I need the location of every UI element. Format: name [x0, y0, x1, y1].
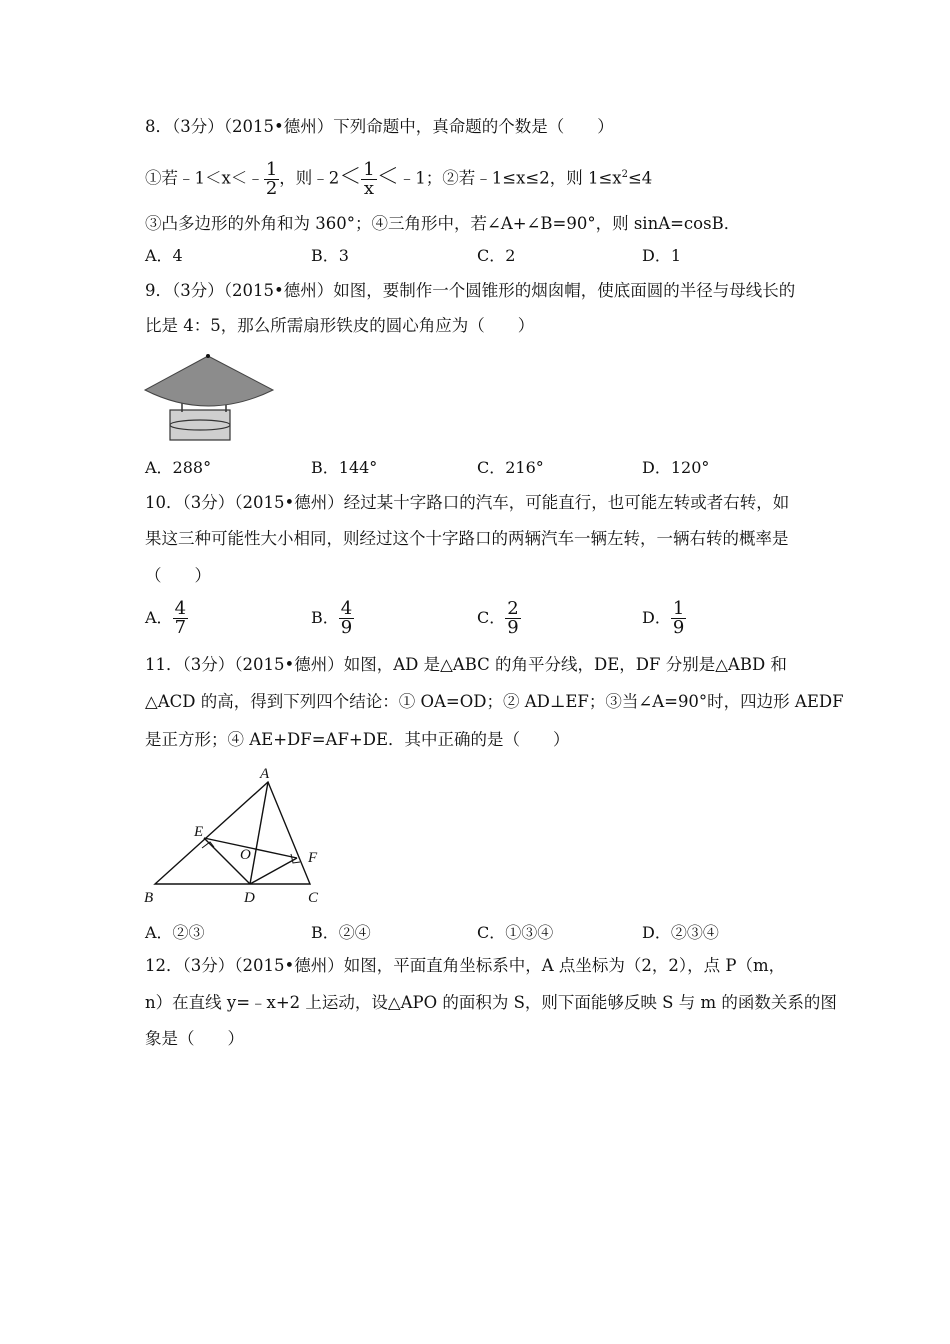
q10-line3: （ ） [145, 566, 211, 585]
q8-option-c: C．2 [477, 246, 516, 265]
q11-line2: △ACD 的高，得到下列四个结论：① OA=OD；② AD⊥EF；③当∠A=90°时，四边形 AEDF [145, 692, 844, 711]
frac-den: 2 [265, 177, 278, 199]
q10-line2: 果这三种可能性大小相同，则经过这个十字路口的两辆汽车一辆左转，一辆右转的概率是 [145, 529, 789, 548]
label-c: C [308, 890, 319, 906]
q9-line2: 比是 4：5，那么所需扇形铁皮的圆心角应为（ ） [145, 316, 535, 335]
segment-ad [250, 782, 268, 884]
q8-statement-1 [145, 160, 652, 198]
q12-line2: n）在直线 y=﹣x+2 上运动，设△APO 的面积为 S，则下面能够反映 S 与 m 的函数关系的图 [145, 993, 837, 1012]
frac-den: x [363, 177, 375, 199]
q10-option-a [145, 600, 188, 637]
option-fraction [505, 600, 520, 637]
frac-den: 7 [174, 617, 187, 638]
q8-stem: 8．（3分）（2015•德州）下列命题中，真命题的个数是（ ） [145, 117, 614, 136]
frac-den: 9 [507, 617, 519, 638]
frac-den: 9 [672, 617, 685, 638]
option-fraction [339, 600, 354, 637]
less-than-symbol: ＜ [376, 164, 399, 190]
q10-option-c [477, 600, 521, 637]
frac-num: 2 [507, 598, 519, 619]
cone-cap [145, 356, 273, 406]
option-fraction [671, 600, 686, 637]
q9-option-c: C．216° [477, 458, 544, 477]
q9-line1: 9．（3分）（2015•德州）如图，要制作一个圆锥形的烟囱帽，使底面圆的半径与母线长的 [145, 281, 796, 300]
less-than-symbol: ＜ [339, 164, 362, 190]
option-label: A． [145, 608, 173, 627]
chimney-pipe [170, 410, 230, 440]
frac-den: 9 [340, 617, 353, 638]
option-label: C． [477, 608, 506, 627]
q9-option-a: A．288° [145, 458, 212, 477]
q10-option-b [311, 600, 354, 637]
q12-line3: 象是（ ） [145, 1029, 244, 1048]
q10-option-d [642, 600, 686, 637]
q8-s1b: ，则﹣2 [279, 168, 340, 188]
superscript: 2 [621, 169, 628, 180]
triangle-abc [155, 782, 310, 884]
frac-num: 4 [174, 598, 187, 619]
frac-num: 1 [265, 158, 278, 180]
q11-option-a: A．②③ [145, 923, 205, 942]
label-e: E [194, 824, 204, 840]
triangle-abc-figure [140, 762, 330, 910]
q8-option-d: D．1 [642, 246, 682, 265]
q8-option-b: B．3 [311, 246, 349, 265]
fraction-one-half [264, 158, 279, 199]
frac-num: 4 [340, 598, 353, 619]
q12-line1: 12．（3分）（2015•德州）如图，平面直角坐标系中，A 点坐标为（2，2），点 P（m， [145, 956, 786, 975]
q10-line1: 10．（3分）（2015•德州）经过某十字路口的汽车，可能直行，也可能左转或者右转，如 [145, 493, 790, 512]
label-f: F [308, 850, 318, 866]
label-a: A [260, 766, 270, 782]
q11-option-b: B．②④ [311, 923, 371, 942]
q11-line1: 11．（3分）（2015•德州）如图，AD 是△ABC 的角平分线，DE，DF 分别是△ABD 和 [145, 655, 787, 674]
q11-option-d: D．②③④ [642, 923, 719, 942]
segment-df [250, 858, 297, 884]
option-fraction [173, 600, 188, 637]
label-o: O [240, 847, 251, 863]
q9-option-b: B．144° [311, 458, 378, 477]
frac-num: 1 [363, 158, 375, 180]
q9-option-d: D．120° [642, 458, 710, 477]
q11-option-c: C．①③④ [477, 923, 554, 942]
q8-s1d: ≤4 [627, 168, 653, 188]
q8-option-a: A．4 [145, 246, 183, 265]
q8-s1a: ①若﹣1＜x＜﹣ [145, 168, 264, 188]
q11-line3: 是正方形；④ AE+DF=AF+DE．其中正确的是（ ） [145, 730, 570, 749]
q8-statement-2: ③凸多边形的外角和为 360°；④三角形中，若∠A+∠B=90°，则 sinA=cosB． [145, 214, 741, 233]
fraction-one-over-x [361, 158, 376, 199]
cone-apex [206, 354, 210, 358]
option-label: D． [642, 608, 671, 627]
frac-num: 1 [672, 598, 685, 619]
label-d: D [244, 890, 255, 906]
option-label: B． [311, 608, 339, 627]
q8-s1c: ﹣1；②若﹣1≤x≤2，则 1≤x [398, 168, 622, 188]
chimney-cap-figure [140, 350, 280, 445]
label-b: B [144, 890, 154, 906]
